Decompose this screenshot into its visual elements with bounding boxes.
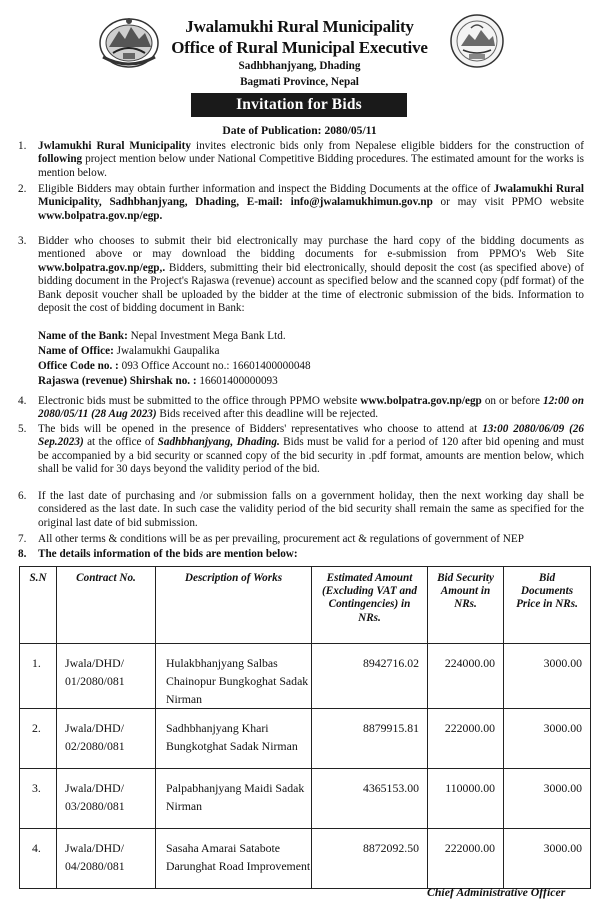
- clause-8: [18, 548, 584, 561]
- row-contract: [57, 709, 156, 769]
- clause-7: [18, 533, 598, 546]
- row-contract-line1: Jwala/DHD/: [65, 721, 124, 735]
- clause-4-text-end: Bids received after this deadline will be rejected.: [156, 408, 379, 421]
- address-line-1: Sadhbhanjyang, Dhading: [238, 60, 361, 72]
- row-contract-line2: 03/2080/081: [65, 799, 125, 813]
- office-name-line: [38, 345, 219, 358]
- row-price: 3000.00: [504, 829, 591, 889]
- rajaswa-line: [38, 375, 278, 388]
- office-code-value: 093 Office Account no.: 16601400000048: [118, 360, 311, 372]
- row-estimate: 8942716.02: [312, 644, 428, 709]
- clause-5-opening-time: 13:00 2080/06/09 (26 Sep.2023): [38, 423, 585, 449]
- office-code-line: [38, 360, 311, 373]
- row-contract-line1: Jwala/DHD/: [65, 781, 124, 795]
- municipality-name: Jwalamukhi Rural Municipality: [185, 17, 414, 36]
- clause-3-text-end: Bidders, submitting their bid electronically, should deposit the cost (as specified above) of bidding document in the Project's Rajaswa (revenue) account as specified below and the scanned copy (pdf format) of the Bank deposit voucher shall be uploaded by the bidder at the time of electronic submission of the bids. Information to deposit the cost of bidding document in Bank:: [38, 261, 584, 315]
- table-row: [20, 829, 591, 889]
- row-contract: [57, 829, 156, 889]
- bids-table: [19, 566, 591, 889]
- office-name-label: Name of Office:: [38, 345, 114, 357]
- clause-2: [18, 183, 585, 223]
- row-description: Sasaha Amarai Satabote Darunghat Road Improvement: [156, 829, 312, 889]
- col-header-contract: Contract No.: [57, 567, 156, 644]
- row-estimate: 8872092.50: [312, 829, 428, 889]
- col-header-estimate: Estimated Amount (Excluding VAT and Contingencies) in NRs.: [312, 567, 428, 644]
- clause-7-text: All other terms & conditions will be as per prevailing, procurement act & regulations of government of NEP: [38, 533, 524, 545]
- clause-2-office-email: Jwalamukhi Rural Municipality, Sadhbhanjyang, Dhading, E-mail: info@jwalamukhimun.gov.np: [38, 183, 585, 209]
- clause-1-bold-lead: Jwlamukhi Rural Municipality: [38, 140, 191, 152]
- clause-5-text-end: Bids must be valid for a period of 120 after bid opening and must be accompanied by a bid security or scanned copy of the bid security in .pdf format, amounts are mention below, which shall be valid for 30 days beyond the validity period of the bid.: [38, 436, 584, 476]
- office-name-value: Jwalamukhi Gaupalika: [113, 345, 220, 357]
- clause-6: [18, 490, 584, 530]
- clause-4-deadline: 12:00 on 2080/05/11 (28 Aug 2023): [38, 395, 584, 421]
- clause-3-text: Bidder who chooses to submit their bid electronically may purchase the hard copy of the bidding documents as mentioned above or may download the bidding documents for e-submission from PPMO's Web Site: [38, 235, 584, 261]
- clause-number: 1.: [18, 140, 27, 152]
- clause-5-location: Sadhbhanjyang, Dhading.: [157, 436, 280, 449]
- clause-3-website: www.bolpatra.gov.np/egp,.: [38, 261, 166, 274]
- row-contract: [57, 644, 156, 709]
- clause-4: [18, 395, 584, 422]
- col-header-sn: S.N: [20, 567, 57, 644]
- row-description: Palpabhanjyang Maidi Sadak Nirman: [156, 769, 312, 829]
- rajaswa-label: Rajaswa (revenue) Shirshak no. :: [38, 375, 197, 387]
- row-estimate: 4365153.00: [312, 769, 428, 829]
- table-row: [20, 644, 591, 709]
- clause-1-text-end: project mention below under National Competitive Bidding procedures. The estimated amount for the works is mention below.: [38, 153, 584, 179]
- row-contract-line1: Jwala/DHD/: [65, 656, 124, 670]
- clause-4-website: www.bolpatra.gov.np/egp: [360, 395, 482, 407]
- clause-1: [18, 140, 584, 180]
- clause-8-text: The details information of the bids are mention below:: [38, 548, 298, 560]
- table-row: [20, 769, 591, 829]
- address-line-2: Bagmati Province, Nepal: [240, 76, 359, 88]
- clause-number: 7.: [18, 533, 27, 545]
- clause-number: 3.: [18, 235, 27, 247]
- clause-6-text: If the last date of purchasing and /or submission falls on a government holiday, then the next working day shall be considered as the last date. In such case the validity period of the bid security shall remain the same as specified for the original last date of bid submission.: [38, 490, 584, 529]
- row-contract-line2: 04/2080/081: [65, 859, 125, 873]
- row-sn: 2.: [20, 709, 57, 769]
- row-sn: 4.: [20, 829, 57, 889]
- clause-1-bold: following: [38, 153, 83, 166]
- col-header-price: Bid Documents Price in NRs.: [504, 567, 591, 644]
- clause-4-text: Electronic bids must be submitted to the office through PPMO website: [38, 395, 361, 407]
- row-security: 222000.00: [428, 829, 504, 889]
- clause-2-website: www.bolpatra.gov.np/egp.: [38, 209, 163, 222]
- row-sn: 1.: [20, 644, 57, 709]
- clause-5-text: The bids will be opened in the presence of Bidders' representatives who choose to attend at: [38, 423, 483, 435]
- row-price: 3000.00: [504, 644, 591, 709]
- table-header-row: [20, 567, 591, 644]
- signature-block: Chief Administrative Officer: [427, 885, 566, 899]
- bank-name-label: Name of the Bank:: [38, 330, 128, 342]
- table-row: [20, 709, 591, 769]
- clause-2-text: Eligible Bidders may obtain further information and inspect the Bidding Documents at the office of: [38, 183, 494, 195]
- row-security: 110000.00: [428, 769, 504, 829]
- rajaswa-value: 16601400000093: [196, 375, 278, 387]
- row-security: 222000.00: [428, 709, 504, 769]
- row-security: 224000.00: [428, 644, 504, 709]
- row-price: 3000.00: [504, 709, 591, 769]
- row-sn: 3.: [20, 769, 57, 829]
- bank-name-line: [38, 330, 286, 343]
- clause-number: 5.: [18, 423, 27, 435]
- row-description: Sadhbhanjyang Khari Bungkotghat Sadak Nirman: [156, 709, 312, 769]
- row-contract-line2: 01/2080/081: [65, 674, 125, 688]
- notice-title: Invitation for Bids: [191, 93, 407, 117]
- row-estimate: 8879915.81: [312, 709, 428, 769]
- col-header-description: Description of Works: [156, 567, 312, 644]
- row-contract: [57, 769, 156, 829]
- office-name: Office of Rural Municipal Executive: [171, 38, 428, 57]
- publication-date: Date of Publication: 2080/05/11: [222, 124, 377, 137]
- clause-number: 8.: [18, 548, 27, 560]
- row-price: 3000.00: [504, 769, 591, 829]
- clause-4-text-mid: on or before: [481, 395, 544, 407]
- clause-5-text-mid: at the office of: [83, 436, 158, 449]
- clause-number: 4.: [18, 395, 27, 407]
- col-header-security: Bid Security Amount in NRs.: [428, 567, 504, 644]
- row-contract-line2: 02/2080/081: [65, 739, 125, 753]
- row-description: Hulakbhanjyang Salbas Chainopur Bungkoghat Sadak Nirman: [156, 644, 312, 709]
- row-contract-line1: Jwala/DHD/: [65, 841, 124, 855]
- clause-number: 2.: [18, 183, 27, 195]
- clause-5: [18, 423, 585, 477]
- clause-3: [18, 235, 584, 315]
- clause-2-text-mid: or may visit PPMO website: [432, 196, 584, 209]
- bank-name-value: Nepal Investment Mega Bank Ltd.: [127, 330, 286, 342]
- clause-1-text: invites electronic bids only from Nepalese eligible bidders for the construction of: [190, 140, 584, 152]
- office-code-label: Office Code no. :: [38, 360, 119, 372]
- clause-number: 6.: [18, 490, 27, 502]
